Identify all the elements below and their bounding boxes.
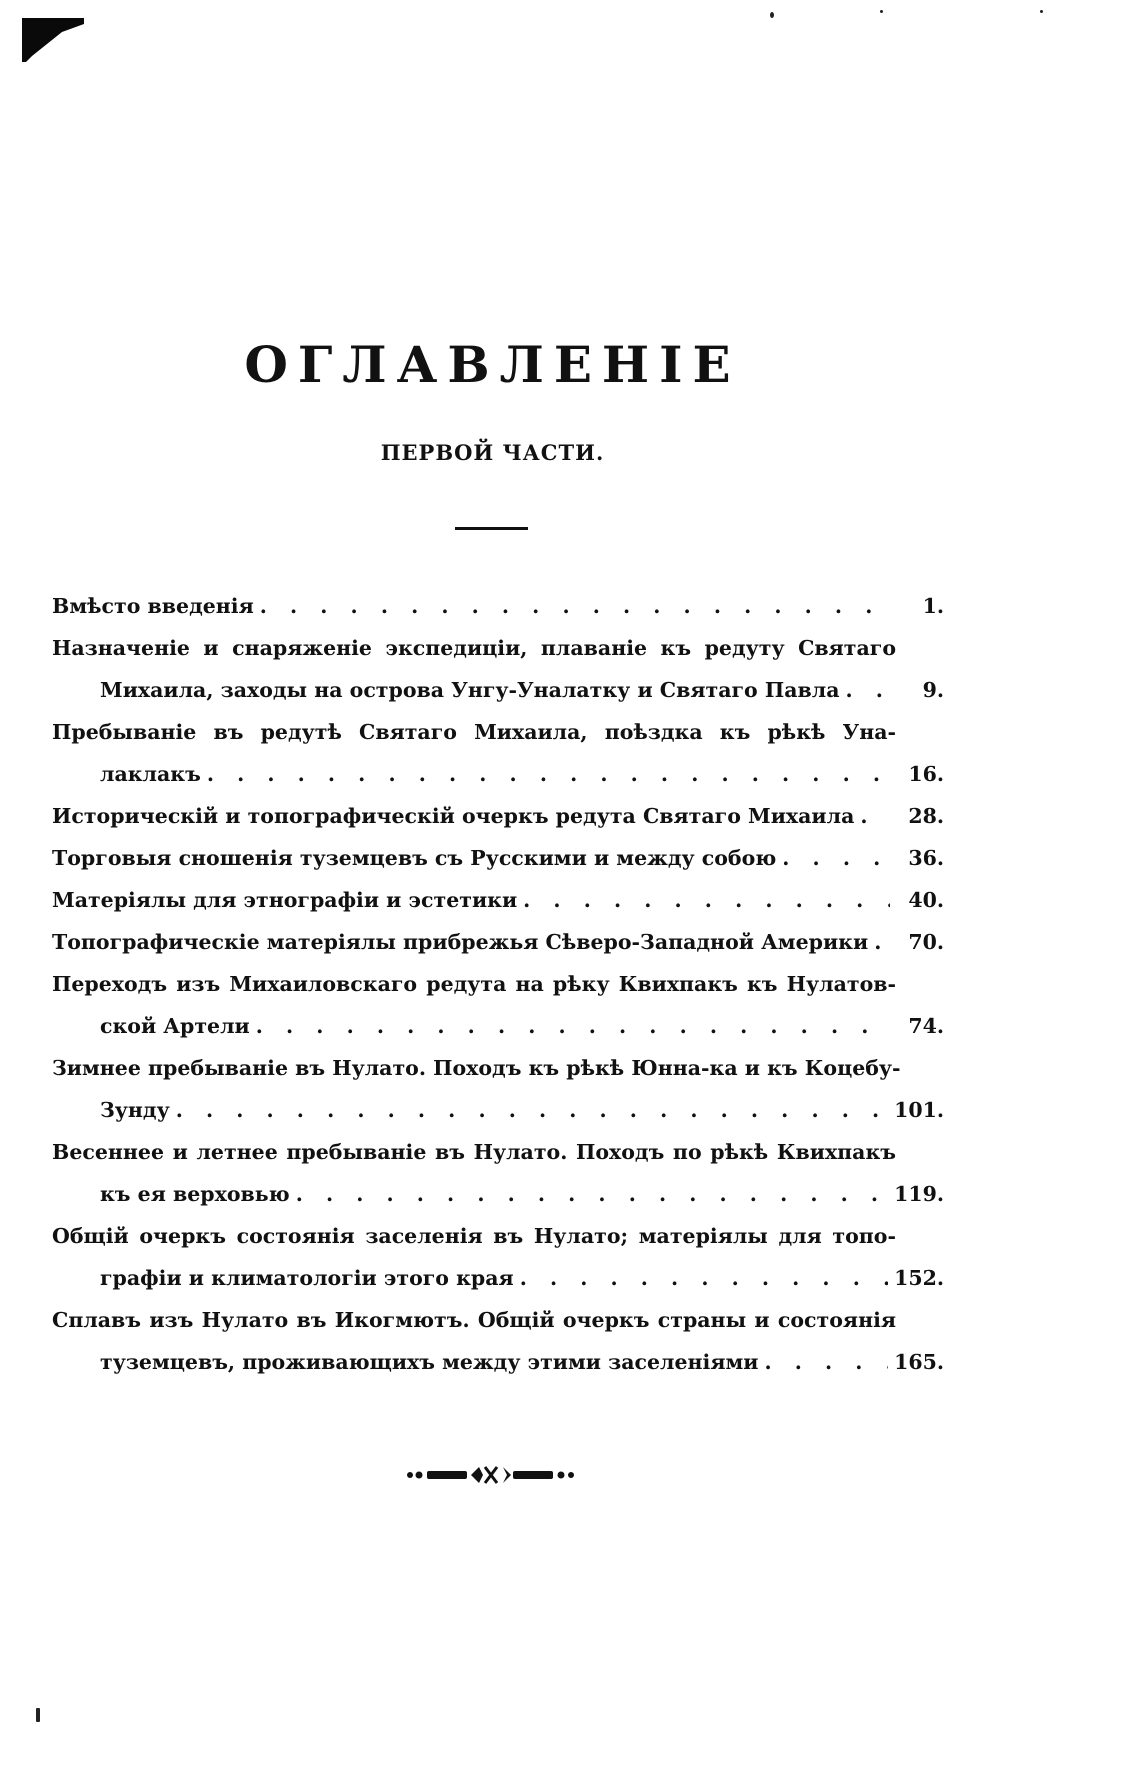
toc-page-number: 101. xyxy=(894,1098,944,1122)
toc-entry-text: ской Артели xyxy=(100,1014,250,1038)
title-rule xyxy=(455,527,528,530)
toc-entry-line xyxy=(52,1215,944,1257)
toc-entry-text: къ ея верховью xyxy=(100,1182,290,1206)
toc-entry-line xyxy=(52,1131,944,1173)
toc-entry-line xyxy=(52,963,944,1005)
toc-entry-line xyxy=(52,837,944,879)
dot-leader xyxy=(260,585,890,627)
toc-entry xyxy=(52,1131,944,1215)
dot-leader xyxy=(782,837,890,879)
toc-entry-line xyxy=(52,1047,944,1089)
scan-speck xyxy=(1040,10,1043,13)
toc-entry xyxy=(52,879,944,921)
toc-entry-line xyxy=(52,1173,944,1215)
scan-speck xyxy=(770,12,774,18)
dot-leader xyxy=(764,1341,888,1383)
toc-entry-text: Матеріялы для этнографіи и эстетики xyxy=(52,888,518,912)
toc-entry-line xyxy=(52,1257,944,1299)
toc-entry xyxy=(52,963,944,1047)
toc-entry-line xyxy=(52,711,944,753)
toc-entry-line xyxy=(52,753,944,795)
toc-entry-text: лаклакъ xyxy=(100,762,201,786)
dot-leader xyxy=(520,1257,888,1299)
toc-entry-text: Назначеніе и снаряженіе экспедиціи, плаваніе къ редуту Святаго xyxy=(52,636,896,660)
toc-entry-text: Сплавъ изъ Нулато въ Икогмютъ. Общій очеркъ страны и состоянія xyxy=(52,1308,896,1332)
toc-page-number: 1. xyxy=(922,594,944,618)
toc-entry-text: Пребываніе въ редутѣ Святаго Михаила, поѣздка къ рѣкѣ Уна- xyxy=(52,720,896,744)
dot-leader xyxy=(523,879,890,921)
toc-entry-text: графіи и климатологіи этого края xyxy=(100,1266,514,1290)
toc-entry-line xyxy=(52,1341,944,1383)
toc-page-number: 16. xyxy=(908,762,944,786)
toc-entry-text: Топографическіе матеріялы прибрежья Сѣверо-Западной Америки xyxy=(52,930,869,954)
toc-entry xyxy=(52,837,944,879)
dot-leader xyxy=(176,1089,888,1131)
toc-entry-line xyxy=(52,879,944,921)
toc-page-number: 40. xyxy=(908,888,944,912)
toc-entry-text: туземцевъ, проживающихъ между этими заселеніями xyxy=(100,1350,759,1374)
dot-leader xyxy=(845,669,890,711)
toc-entry-text: Переходъ изъ Михаиловскаго редута на рѣку Квихпакъ къ Нулатов- xyxy=(52,972,896,996)
toc-page-number: 165. xyxy=(894,1350,944,1374)
toc-entry-line xyxy=(52,795,944,837)
toc-page-number: 152. xyxy=(894,1266,944,1290)
dot-leader xyxy=(296,1173,888,1215)
dot-leader xyxy=(874,921,890,963)
page-subtitle: ПЕРВОЙ ЧАСТИ. xyxy=(380,440,605,465)
toc-entry-text: Вмѣсто введенія xyxy=(52,594,254,618)
toc-entry xyxy=(52,585,944,627)
dot-leader xyxy=(256,1005,890,1047)
toc-entry xyxy=(52,921,944,963)
toc-entry-text: Зунду xyxy=(100,1098,170,1122)
dot-leader xyxy=(860,795,890,837)
toc-entry xyxy=(52,1215,944,1299)
toc-entry xyxy=(52,795,944,837)
toc-page-number: 9. xyxy=(922,678,944,702)
toc-entry-line xyxy=(52,921,944,963)
scan-speck xyxy=(880,10,883,13)
toc-entry-text: Весеннее и летнее пребываніе въ Нулато. Походъ по рѣкѣ Квихпакъ xyxy=(52,1140,896,1164)
toc-entry-line xyxy=(52,1089,944,1131)
toc-page-number: 28. xyxy=(908,804,944,828)
toc-entry xyxy=(52,711,944,795)
toc-entry-text: Историческій и топографическій очеркъ редута Святаго Михаила xyxy=(52,804,855,828)
dot-leader xyxy=(207,753,890,795)
page-title: ОГЛАВЛЕНІЕ xyxy=(244,335,741,394)
toc-entry xyxy=(52,627,944,711)
toc-entry xyxy=(52,1299,944,1383)
toc-page-number: 74. xyxy=(908,1014,944,1038)
toc-entry-line xyxy=(52,669,944,711)
scan-corner-mark xyxy=(22,18,84,62)
toc-entry xyxy=(52,1047,944,1131)
toc-page-number: 70. xyxy=(908,930,944,954)
toc-entry-text: Зимнее пребываніе въ Нулато. Походъ къ рѣкѣ Юнна-ка и къ Коцебу- xyxy=(52,1056,901,1080)
toc-entry-text: Общій очеркъ состоянія заселенія въ Нулато; матеріялы для топо- xyxy=(52,1224,896,1248)
table-of-contents xyxy=(52,585,944,1383)
toc-page-number: 119. xyxy=(894,1182,944,1206)
toc-entry-text: Михаила, заходы на острова Унгу-Уналатку и Святаго Павла xyxy=(100,678,840,702)
toc-entry-line xyxy=(52,627,944,669)
toc-page-number: 36. xyxy=(908,846,944,870)
toc-entry-line xyxy=(52,1005,944,1047)
scan-speck xyxy=(36,1708,40,1722)
toc-entry-line xyxy=(52,1299,944,1341)
toc-entry-line xyxy=(52,585,944,627)
decorative-ornament-icon xyxy=(405,1462,577,1488)
toc-entry-text: Торговыя сношенія туземцевъ съ Русскими и между собою xyxy=(52,846,777,870)
